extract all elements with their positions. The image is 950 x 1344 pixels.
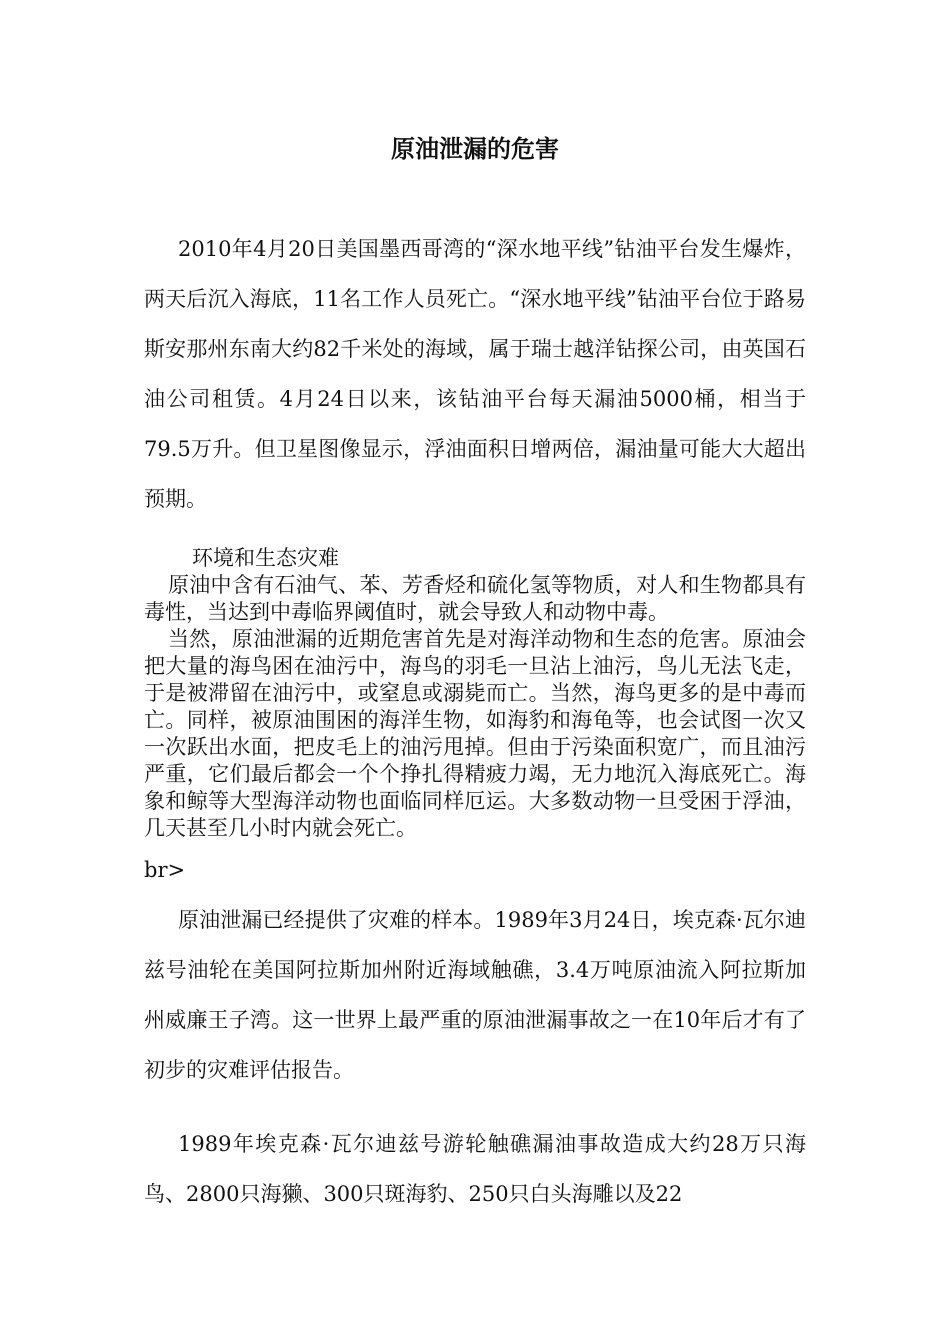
marine-animals-paragraph: 当然，原油泄漏的近期危害首先是对海洋动物和生态的危害。原油会把大量的海鸟困在油污中，海鸟的羽毛一旦沾上油污，鸟儿无法飞走，于是被滞留在油污中，或窒息或溺毙而亡。当然，海鸟更多的是中毒而亡。同样，被原油围困的海洋生物，如海豹和海龟等，也会试图一次又一次跃出水面，把皮毛上的油污甩掉。但由于污染面积宽广，而且油污严重，它们最后都会一个个挣扎得精疲力竭，无力地沉入海底死亡。海象和鲸等大型海洋动物也面临同样厄运。大多数动物一旦受困于浮油，几天甚至几小时内就会死亡。: [144, 627, 806, 840]
exxon-valdez-paragraph: 原油泄漏已经提供了灾难的样本。1989年3月24日，埃克森·瓦尔迪兹号油轮在美国阿拉斯加州附近海域触礁，3.4万吨原油流入阿拉斯加州威廉王子湾。这一世界上最严重的原油泄漏事故之一在10年后才有了初步的灾难评估报告。: [144, 908, 806, 1082]
casualties-paragraph: 1989年埃克森·瓦尔迪兹号游轮触礁漏油事故造成大约28万只海鸟、2800只海獭、300只斑海豹、250只白头海雕以及22: [144, 1132, 806, 1206]
page-title: 原油泄漏的危害: [391, 134, 559, 163]
section-heading: 环境和生态灾难: [192, 546, 339, 570]
environment-section: [144, 545, 806, 842]
intro-paragraph: 2010年4月20日美国墨西哥湾的“深水地平线”钻油平台发生爆炸，两天后沉入海底，11名工作人员死亡。“深水地平线”钻油平台位于路易斯安那州东南大约82千米处的海域，属于瑞士越洋钻探公司，由英国石油公司租赁。4月24日以来，该钻油平台每天漏油5000桶，相当于79.5万升。但卫星图像显示，浮油面积日增两倍，漏油量可能大大超出预期。: [144, 237, 806, 511]
toxicity-paragraph: 原油中含有石油气、苯、芳香烃和硫化氢等物质，对人和生物都具有毒性，当达到中毒临界阈值时，就会导致人和动物中毒。: [144, 573, 806, 624]
stray-markup-text: br>: [144, 858, 186, 882]
